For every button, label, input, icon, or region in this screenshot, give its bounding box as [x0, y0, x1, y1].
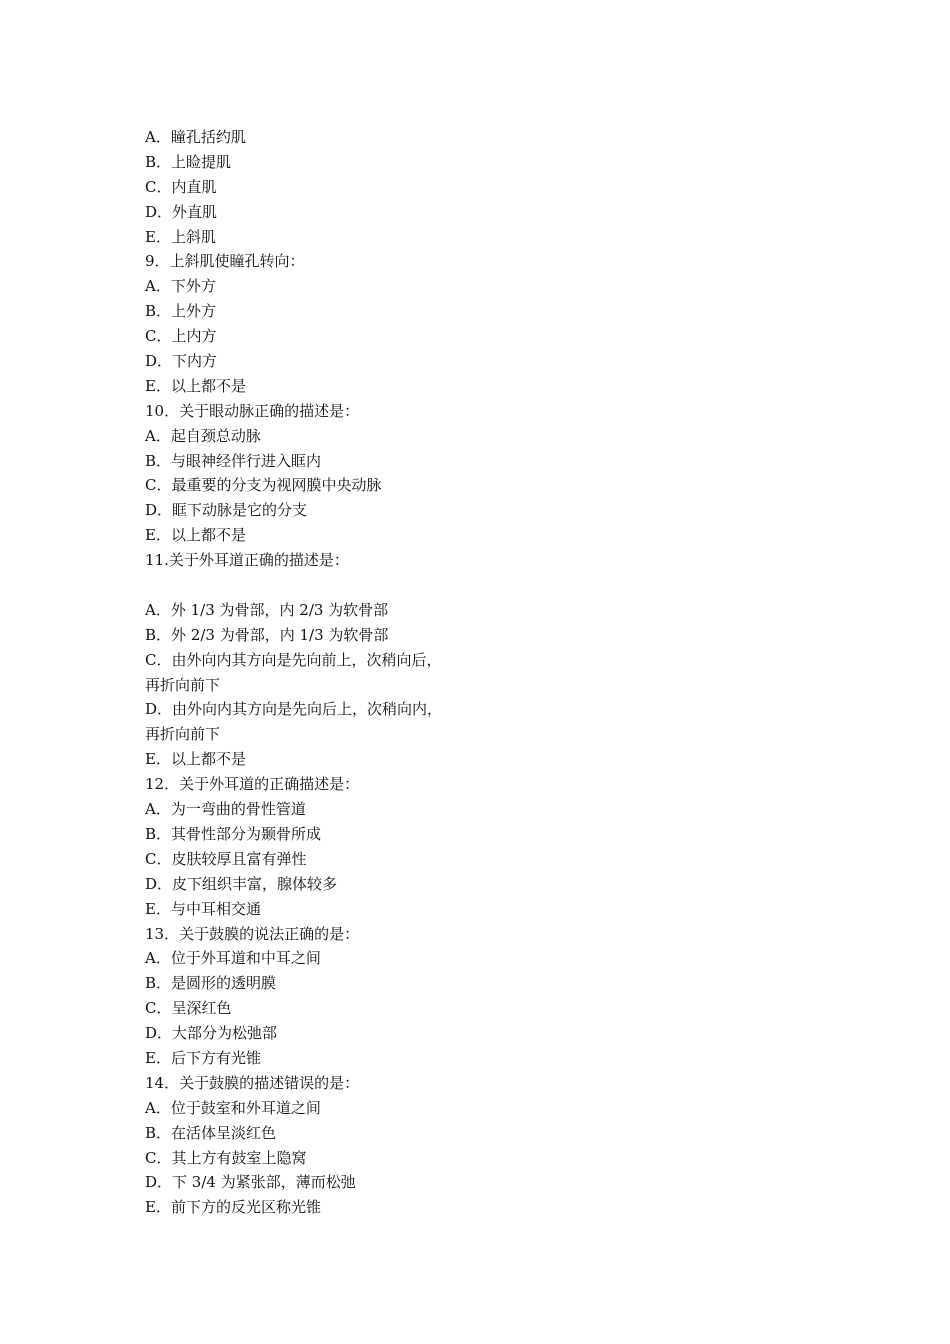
option-line: D．由外向内其方向是先向后上，次稍向内，: [145, 700, 443, 719]
option-line: B．在活体呈淡红色: [145, 1123, 277, 1142]
option-line: B．上外方: [145, 302, 217, 321]
option-line: C．其上方有鼓室上隐窝: [145, 1148, 307, 1167]
option-line: D．眶下动脉是它的分支: [145, 501, 308, 520]
option-line: C．上内方: [145, 327, 217, 346]
option-line: D．大部分为松弛部: [145, 1024, 278, 1043]
option-line: E．后下方有光锥: [145, 1048, 261, 1067]
option-line: E．以上都不是: [145, 376, 246, 395]
question-9: 9．上斜肌使瞳孔转向：: [145, 252, 305, 271]
document-content: [145, 125, 505, 1220]
option-line: C．最重要的分支为视网膜中央动脉: [145, 476, 382, 495]
option-line: A．起自颈总动脉: [145, 426, 261, 445]
option-line: A．瞳孔括约肌: [145, 128, 246, 146]
option-line: A．位于外耳道和中耳之间: [145, 949, 321, 968]
option-line: B．与眼神经伴行进入眶内: [145, 451, 322, 470]
option-line: E．与中耳相交通: [145, 899, 261, 918]
option-line: D．下 3/4 为紧张部，薄而松弛: [145, 1173, 356, 1192]
option-line: C．皮肤较厚且富有弹性: [145, 849, 307, 868]
option-line: C．内直肌: [145, 177, 217, 196]
option-continuation: 再折向前下: [145, 725, 221, 744]
question-10: 10．关于眼动脉正确的描述是：: [145, 401, 360, 420]
option-line: A．为一弯曲的骨性管道: [145, 800, 306, 819]
option-line: E．前下方的反光区称光锥: [145, 1198, 321, 1217]
question-11: 11.关于外耳道正确的描述是：: [145, 551, 349, 570]
option-line: A．下外方: [145, 277, 216, 296]
question-12: 12．关于外耳道的正确描述是：: [145, 775, 360, 794]
option-line: B．其骨性部分为颞骨所成: [145, 824, 322, 843]
option-line: A．位于鼓室和外耳道之间: [145, 1098, 321, 1117]
option-line: C．呈深红色: [145, 999, 232, 1018]
question-14: 14．关于鼓膜的描述错误的是：: [145, 1073, 360, 1092]
option-line: B．上睑提肌: [145, 152, 232, 171]
option-line: B．是圆形的透明膜: [145, 974, 277, 993]
option-line: A．外 1/3 为骨部，内 2/3 为软骨部: [145, 600, 389, 619]
option-line: D．外直肌: [145, 202, 218, 221]
question-13: 13．关于鼓膜的说法正确的是：: [145, 924, 360, 943]
option-continuation: 再折向前下: [145, 675, 221, 694]
option-line: D．下内方: [145, 352, 218, 371]
option-line: D．皮下组织丰富，腺体较多: [145, 874, 338, 893]
option-line: B．外 2/3 为骨部，内 1/3 为软骨部: [145, 625, 389, 644]
blank-line: [145, 573, 505, 598]
option-line: E．以上都不是: [145, 750, 246, 769]
option-line: E．以上都不是: [145, 526, 246, 545]
option-line: C．由外向内其方向是先向前上，次稍向后，: [145, 650, 442, 669]
option-line: E．上斜肌: [145, 227, 216, 246]
